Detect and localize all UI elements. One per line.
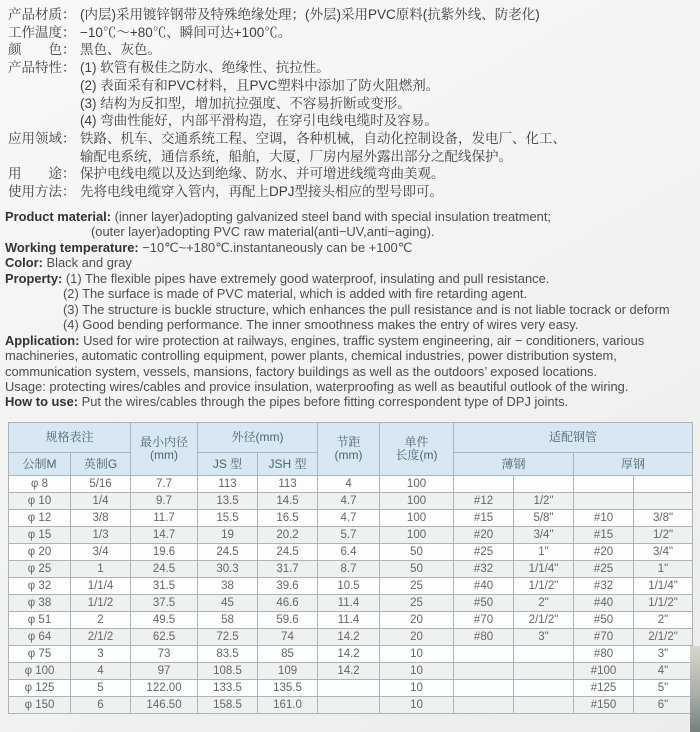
table-cell: #70 [454,612,514,629]
table-cell: 6" [634,697,693,714]
table-cell: φ 38 [9,595,71,612]
spec-line-text: 铁路、机车、交通系统工程、空调，各种机械，自动化控制设备，发电厂、化工、 [80,130,566,146]
spec-line-text: (4) 弯曲性能好，内部平滑构造，在穿引电线电缆时及容易。 [80,113,438,129]
spec-line-text-en: (4) Good bending performance. The inner smoothness makes the entry of wires very easy. [63,317,579,333]
table-row [9,510,693,527]
table-row [9,578,693,595]
spec-line-en [5,224,700,239]
table-cell: 122.00 [131,680,198,697]
table-cell: 2" [514,595,574,612]
table-cell: φ 25 [9,561,71,578]
table-cell: #15 [574,527,634,544]
table-cell: 31.5 [131,578,198,595]
table-cell: 58 [198,612,258,629]
table-row [9,697,693,714]
table-header-row-1 [9,423,693,453]
table-cell [454,663,514,680]
table-cell: 6.4 [318,544,380,561]
table-cell: 14.5 [258,493,318,510]
table-cell: 2/1/2" [514,612,574,629]
table-cell: 146.50 [131,697,198,714]
table-cell: 3" [514,629,574,646]
table-cell: 1/2" [514,493,574,510]
table-cell: 85 [258,646,318,663]
table-cell: 4.7 [318,510,380,527]
table-cell [454,646,514,663]
table-cell: #50 [454,595,514,612]
table-cell: 25 [380,595,454,612]
table-cell: 3/4" [634,544,693,561]
table-cell: 113 [258,476,318,493]
spec-line-text: 保护电线电缆以及达到绝缘、防水、并可增进线缆弯曲美观。 [80,166,445,182]
table-cell: #80 [574,646,634,663]
table-cell: 109 [258,663,318,680]
table-cell: 49.5 [131,612,198,629]
chinese-spec-section [8,6,696,201]
col-imperial: 英制G [71,453,131,476]
table-cell: #32 [574,578,634,595]
spec-line-text-en: communication system, vessels, mansions, factory buildings as well as the outdoors’ exposed locations. [5,363,598,379]
col-js-type: JS 型 [198,453,258,476]
spec-line-label: 颜 色： [8,42,76,58]
col-min-inner-diameter [131,423,198,476]
table-cell: 45 [198,595,258,612]
table-cell: 4 [318,476,380,493]
table-cell [318,680,380,697]
table-row [9,680,693,697]
spec-line-text: (1) 软管有极佳之防水、绝缘性、抗拉性。 [80,60,330,76]
spec-line-label: 产品材质： [8,7,76,22]
table-row [9,612,693,629]
table-cell: 158.5 [198,697,258,714]
spec-line-label-en: Working temperature: [5,239,139,255]
table-cell: #20 [574,544,634,561]
spec-line-en [5,286,700,301]
table-cell: 31.7 [258,561,318,578]
table-cell: 113 [198,476,258,493]
col-outer-diameter: 外径(mm) [198,423,318,453]
table-cell: 14.2 [318,646,380,663]
spec-line-label [8,112,80,130]
table-row [9,595,693,612]
col-thick-steel: 厚钢 [574,453,693,476]
spec-line-en [5,271,700,286]
table-cell: 4" [634,663,693,680]
spec-line-text: 黑色、灰色。 [80,42,161,58]
table-cell: 5/16 [71,476,131,493]
table-cell: 1/1/4" [634,578,693,595]
table-cell: 5 [71,680,131,697]
spec-line-label: 应用领域： [8,130,76,146]
spec-line-text: (3) 结构为反扣型，增加抗拉强度、不容易折断或变形。 [80,95,411,111]
table-cell: 100 [380,527,454,544]
table-cell: 100 [380,476,454,493]
table-cell: #40 [574,595,634,612]
spec-line-cn [8,165,696,183]
table-cell: 9.7 [131,493,198,510]
table-cell: 10 [380,663,454,680]
table-cell [514,697,574,714]
table-cell [454,680,514,697]
table-cell: φ 100 [9,663,71,680]
table-cell: 11.4 [318,612,380,629]
table-cell: 25 [380,578,454,595]
table-cell: 100 [380,493,454,510]
table-cell: 14.2 [318,629,380,646]
header-text: 长度(m) [395,448,438,462]
table-cell [318,697,380,714]
table-cell: #50 [574,612,634,629]
table-row [9,544,693,561]
table-cell: 11.4 [318,595,380,612]
table-cell: 19 [198,527,258,544]
table-cell: φ 51 [9,612,71,629]
col-adapted-steel-pipe: 适配钢管 [454,423,693,453]
spec-line-cn [8,148,696,166]
table-row [9,646,693,663]
spec-line-en [5,379,700,394]
spec-line-text: 先将电线电缆穿入管内，再配上DPJ型接头相应的型号即可。 [80,184,444,200]
table-cell: 20.2 [258,527,318,544]
table-cell: 24.5 [198,544,258,561]
table-cell: φ 12 [9,510,71,527]
header-text: (mm) [334,448,363,462]
spec-line-label-en: Color: [5,255,43,271]
spec-line-text-en: −10℃~+180℃.instantaneously can be +100℃ [138,239,413,255]
spec-line-text: 输配电系统，通信系统，船舶，大厦，厂房内屋外露出部分之配线保护。 [80,148,512,164]
table-cell: 14.2 [318,663,380,680]
table-row [9,561,693,578]
table-cell: 20 [380,629,454,646]
spec-line-cn [8,112,696,130]
spec-line-text-en: (outer layer)adopting PVC raw material(anti−UV,anti−aging). [91,224,435,240]
spec-line-label: 用 途： [8,166,76,182]
col-jsh-type: JSH 型 [258,453,318,476]
table-cell: 50 [380,544,454,561]
spec-line-text-en: (inner layer)adopting galvanized steel band with special insulation treatment; [111,209,551,224]
table-cell [574,476,634,493]
table-cell: 2/1/2 [71,629,131,646]
table-cell: #40 [454,578,514,595]
spec-line-text-en: (1) The flexible pipes have extremely good waterproof, insulating and pull resistance. [62,270,550,286]
table-cell: φ 75 [9,646,71,663]
spec-line-cn [8,130,696,148]
table-cell: 2" [634,612,693,629]
table-cell: 8.7 [318,561,380,578]
spec-line-cn [8,77,696,95]
table-cell: 10 [380,646,454,663]
table-cell: φ 8 [9,476,71,493]
table-cell: 1/3 [71,527,131,544]
spec-line-en [5,333,700,348]
table-row [9,663,693,680]
spec-line-label-en: How to use: [5,394,79,410]
table-cell: 24.5 [258,544,318,561]
spec-line-en [5,240,700,255]
table-cell: 24.5 [131,561,198,578]
table-cell: φ 20 [9,544,71,561]
table-cell: #25 [454,544,514,561]
spec-line-cn [8,41,696,59]
spec-line-en [5,348,700,363]
table-cell: 10.5 [318,578,380,595]
table-cell: 30.3 [198,561,258,578]
table-cell: 4 [71,663,131,680]
header-text: 最小内径 [140,435,189,449]
spec-table [8,422,693,714]
spec-line-label-en: Application: [5,332,80,348]
table-cell: 1/1/2" [634,595,693,612]
spec-line-cn [8,59,696,77]
table-cell: 74 [258,629,318,646]
table-cell: #70 [574,629,634,646]
table-cell: φ 150 [9,697,71,714]
table-cell: 37.5 [131,595,198,612]
spec-line-label [8,95,80,113]
table-cell: 133.5 [198,680,258,697]
table-cell: φ 125 [9,680,71,697]
table-cell: 1/2" [634,527,693,544]
spec-line-en [5,364,700,379]
table-cell: φ 15 [9,527,71,544]
table-cell [454,476,514,493]
table-cell: 1/1/2 [71,595,131,612]
table-cell: 1/1/2" [514,578,574,595]
table-cell: 50 [380,561,454,578]
table-cell: 2/1/2" [634,629,693,646]
table-cell: 1/1/4" [514,561,574,578]
header-text: 单件 [404,435,429,449]
table-cell [514,476,574,493]
spec-line-cn [8,95,696,113]
table-cell: 3/4 [71,544,131,561]
spec-line-en [5,317,700,332]
table-cell: 20 [380,612,454,629]
table-cell: 100 [380,510,454,527]
spec-line-text: −10℃～+80℃、瞬间可达+100℃。 [80,24,292,40]
table-cell: #100 [574,663,634,680]
table-cell: 3/8" [634,510,693,527]
table-cell: 1" [514,544,574,561]
table-cell: 108.5 [198,663,258,680]
table-cell [514,663,574,680]
table-cell: 59.6 [258,612,318,629]
table-cell: #150 [574,697,634,714]
table-cell [634,476,693,493]
spec-line-en [5,255,700,270]
spec-line-label-en: Product material: [5,209,112,224]
col-pitch [318,423,380,476]
table-cell: 46.6 [258,595,318,612]
spec-line-en [5,394,700,409]
table-row [9,476,693,493]
spec-line-text-en: Black and gray [42,255,132,271]
table-cell: 19.6 [131,544,198,561]
table-cell: 10 [380,680,454,697]
spec-line-text: (内层)采用镀锌钢带及特殊绝缘处理；(外层)采用PVC原料(抗紫外线、防老化) [80,7,540,22]
table-cell: 62.5 [131,629,198,646]
spec-line-text-en: Usage: protecting wires/cables and provice insulation, waterproofing as well as beautiful outlook of the wiring. [5,378,629,394]
table-cell: 13.5 [198,493,258,510]
table-cell: 135.5 [258,680,318,697]
table-cell: 72.5 [198,629,258,646]
table-cell [514,646,574,663]
table-cell: 5" [634,680,693,697]
spec-line-text-en: Put the wires/cables through the pipes before fitting correspondent type of DPJ joints. [78,394,569,410]
spec-line-cn [8,183,696,201]
col-spec-notation: 规格表注 [9,423,131,453]
table-cell: 14.7 [131,527,198,544]
table-cell: 1/4 [71,493,131,510]
table-cell: 1 [71,561,131,578]
spec-line-cn [8,6,696,24]
spec-line-text-en: (2) The surface is made of PVC material, which is added with fire retarding agent. [63,286,528,302]
table-row [9,493,693,510]
table-cell: 3/8 [71,510,131,527]
table-cell: #25 [574,561,634,578]
table-cell: 2 [71,612,131,629]
table-cell: 161.0 [258,697,318,714]
table-cell: 16.5 [258,510,318,527]
table-cell: 11.7 [131,510,198,527]
spec-line-label [8,77,80,95]
table-cell: 97 [131,663,198,680]
spec-table-head [9,423,693,476]
spec-line-text-en: Used for wire protection at railways, engines, traffic system engineering, air − conditioners, various [79,332,645,348]
table-cell: #10 [574,510,634,527]
spec-line-label: 工作温度： [8,24,76,40]
header-text: (mm) [150,448,178,462]
table-cell: 15.5 [198,510,258,527]
spec-line-label: 产品特性： [8,60,76,76]
table-cell: 3 [71,646,131,663]
col-unit-length [380,423,454,476]
table-cell: #15 [454,510,514,527]
table-cell: 10 [380,697,454,714]
col-thin-steel: 薄钢 [454,453,574,476]
spec-line-text-en: machineries, automatic controlling equipment, power plants, chemical industries, power distribution system, [5,348,617,364]
spec-line-label [8,148,80,166]
table-cell: 83.5 [198,646,258,663]
table-cell: #20 [454,527,514,544]
table-cell: 5.7 [318,527,380,544]
table-row [9,629,693,646]
spec-line-text: (2) 表面采有和PVC材料，且PVC塑料中添加了防火阻燃剂。 [80,77,440,93]
spec-line-text-en: (3) The structure is buckle structure, which enhances the pull resistance and is not liable tocrack or deform [63,301,670,317]
table-row [9,527,693,544]
table-cell: 1/1/4 [71,578,131,595]
table-cell: 4.7 [318,493,380,510]
table-cell: 3" [634,646,693,663]
table-cell [574,493,634,510]
table-cell: #12 [454,493,514,510]
table-cell [514,680,574,697]
spec-line-cn [8,24,696,42]
table-cell: 3/4" [514,527,574,544]
english-spec-section [5,209,700,410]
header-text: 节距 [336,435,361,449]
table-cell: #80 [454,629,514,646]
spec-line-label: 使用方法： [8,184,76,200]
page-edge-shadow [690,646,700,732]
table-cell [634,493,693,510]
table-cell: 39.6 [258,578,318,595]
spec-line-label-en: Property: [5,270,63,286]
spec-line-en [5,209,700,224]
spec-table-body [9,476,693,714]
table-cell: 38 [198,578,258,595]
table-cell: #125 [574,680,634,697]
table-cell: 1" [634,561,693,578]
col-metric: 公制M [9,453,71,476]
spec-line-en [5,302,700,317]
table-cell: φ 10 [9,493,71,510]
table-cell [454,697,514,714]
table-cell: 6 [71,697,131,714]
table-cell: 5/8" [514,510,574,527]
table-cell: #32 [454,561,514,578]
table-cell: 7.7 [131,476,198,493]
table-cell: φ 32 [9,578,71,595]
table-cell: φ 64 [9,629,71,646]
table-cell: 73 [131,646,198,663]
